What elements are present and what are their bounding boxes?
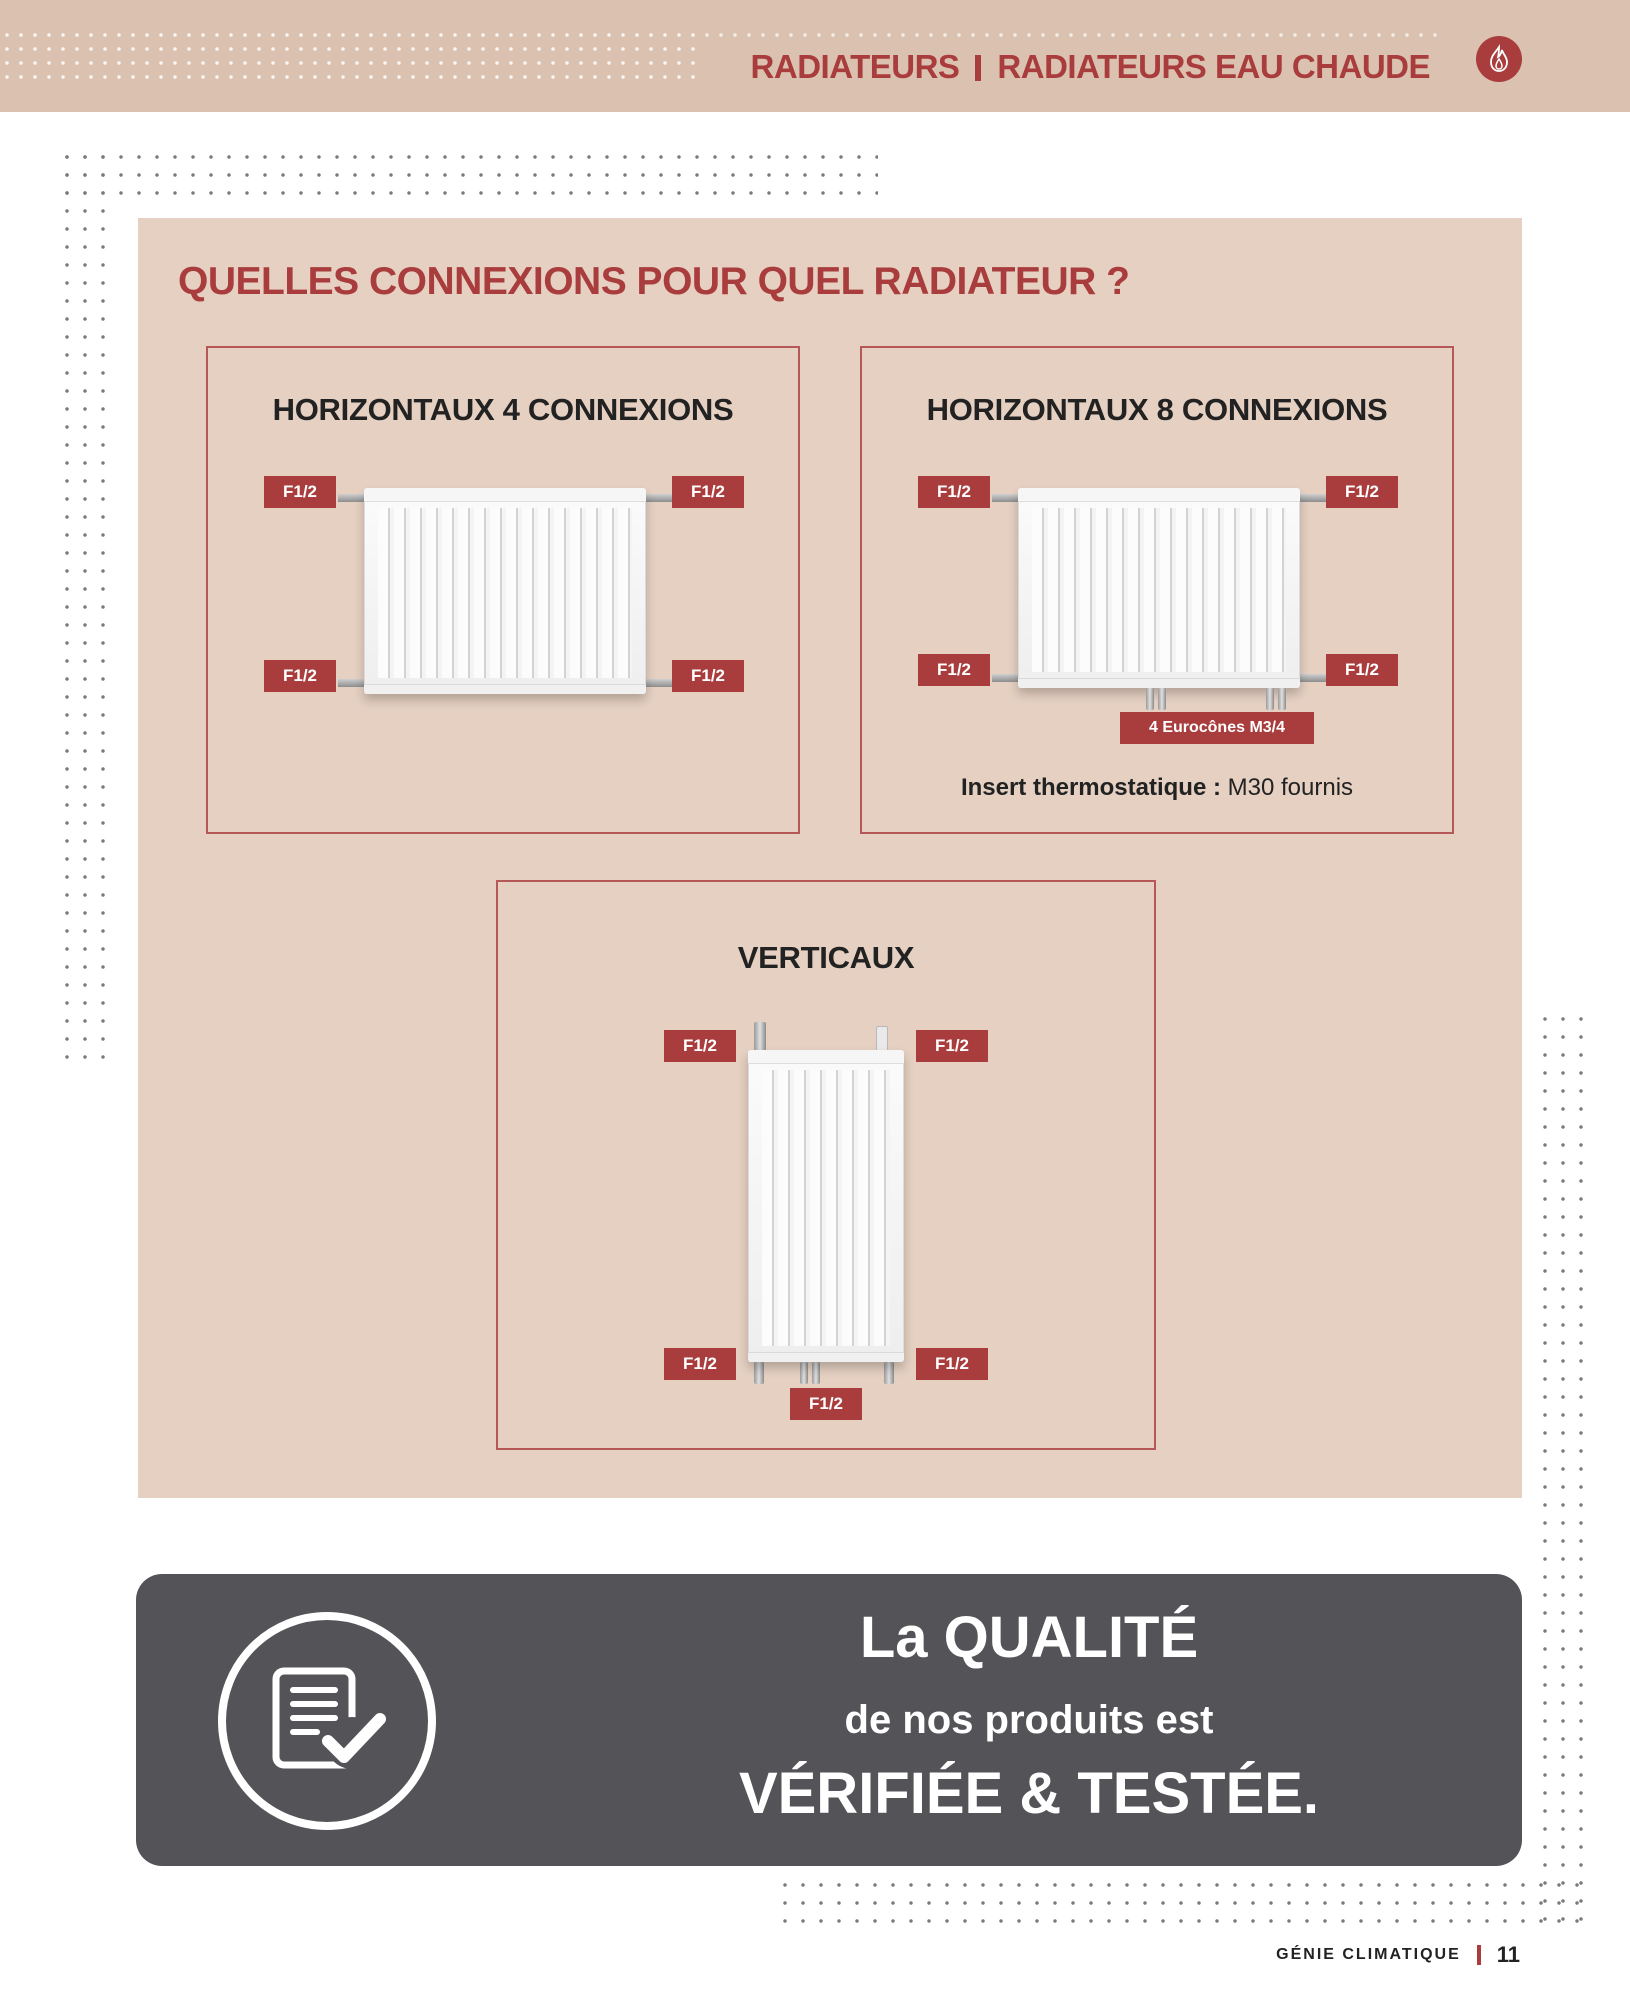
insert-label: Insert thermostatique : [960,774,1221,801]
page-number: 11 [1496,1942,1520,1967]
banner-headline [536,1604,1522,1671]
pipe [1300,674,1326,682]
connection-tag: F1/2 [1326,476,1398,508]
connection-tag: F1/2 [916,1030,988,1062]
connection-tag: F1/2 [918,476,990,508]
footer-label: GÉNIE CLIMATIQUE [1276,1946,1461,1963]
valve [876,1026,888,1052]
pipe [812,1362,820,1384]
page-footer [1276,1942,1520,1968]
card-title: VERTICAUX [737,940,915,975]
connection-tag: F1/2 [918,654,990,686]
panel-title: QUELLES CONNEXIONS POUR QUEL RADIATEUR ? [178,260,1130,303]
banner-headline-prefix: La [859,1605,928,1670]
footer-separator [1477,1945,1481,1965]
connection-tag: F1/2 [264,476,336,508]
flame-badge [1476,36,1522,82]
checklist-icon [262,1661,392,1781]
banner-subline: de nos produits est [844,1698,1214,1742]
dot-pattern-bottom [776,1876,1590,1930]
pipe [1300,494,1326,502]
connection-tag: F1/2 [1326,654,1398,686]
eurocone-pipe [1278,688,1286,710]
pipe [754,1022,766,1052]
connection-tag: F1/2 [790,1388,862,1420]
eurocone-pipe [1266,688,1274,710]
connection-tag: F1/2 [672,476,744,508]
connection-tag: F1/2 [264,660,336,692]
pipe [992,494,1018,502]
banner-tagline: VÉRIFIÉE & TESTÉE. [738,1761,1320,1826]
eurocone-pipe [1146,688,1154,710]
pipe [800,1362,808,1384]
connection-tag: F1/2 [916,1348,988,1380]
header-dot-pattern [0,28,700,86]
quality-badge [218,1612,436,1830]
dot-pattern-top-left [58,148,878,202]
breadcrumb-subsection: RADIATEURS EAU CHAUDE [997,48,1430,85]
insert-value: M30 fournis [1227,774,1354,801]
pipe [646,494,672,502]
card-title: HORIZONTAUX 8 CONNEXIONS [926,392,1388,427]
connection-tag: F1/2 [672,660,744,692]
pipe [884,1362,894,1384]
pipe [646,679,672,687]
connections-panel [138,218,1522,1498]
page-header [0,0,1630,112]
connection-tag: F1/2 [664,1030,736,1062]
card-horizontal-8 [860,346,1454,834]
card-horizontal-4 [206,346,800,834]
eurocones-tag: 4 Eurocônes M3/4 [1120,712,1314,744]
radiator-image [364,488,646,694]
pipe [992,674,1018,682]
card-vertical [496,880,1156,1450]
pipe [338,679,364,687]
flame-icon [1485,44,1513,74]
breadcrumb-separator [975,55,981,81]
banner-headline-emphasis: QUALITÉ [943,1605,1199,1670]
card-title: HORIZONTAUX 4 CONNEXIONS [272,392,734,427]
eurocone-pipe [1158,688,1166,710]
breadcrumb [751,48,1430,86]
header-dot-pattern-right [700,28,1440,44]
pipe [338,494,364,502]
insert-note [862,774,1452,802]
pipe [754,1362,764,1384]
quality-banner [136,1574,1522,1866]
radiator-image [1018,488,1300,688]
dot-pattern-left [58,148,112,1068]
connection-tag: F1/2 [664,1348,736,1380]
dot-pattern-right [1536,1010,1590,1930]
breadcrumb-section: RADIATEURS [750,48,960,85]
radiator-image [748,1050,904,1362]
